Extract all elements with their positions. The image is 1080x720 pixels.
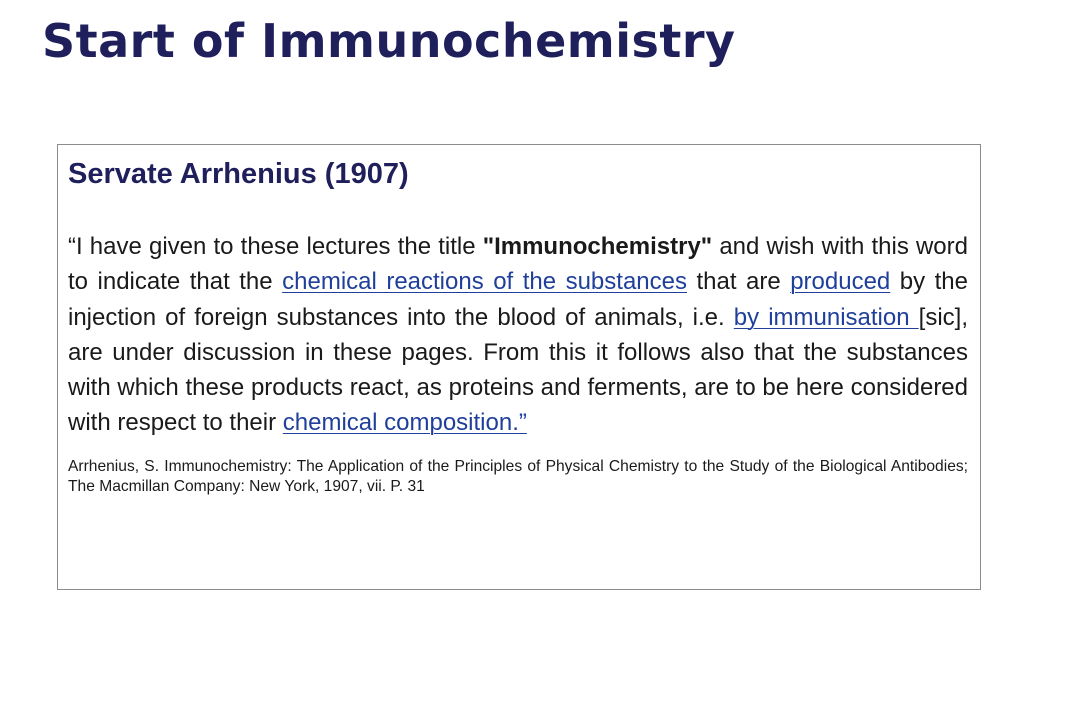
hyperlink-by-immunisation[interactable]: by immunisation (733, 303, 919, 331)
quote-bold-term: "Immunochemistry" (482, 233, 713, 260)
quote-text (68, 229, 968, 441)
quote-segment: “I have given to these lectures the title (68, 233, 483, 260)
quote-heading: Servate Arrhenius (1907) (68, 158, 409, 190)
citation: Arrhenius, S. Immunochemistry: The Application of the Principles of Physical Chemistry to the Study of the Biological Antibodies; The Macmillan Company: New York, 1907, vii. P. 31 (68, 457, 968, 495)
quote-segment: and wish with this word to indicate that the (68, 233, 968, 296)
hyperlink-produced[interactable]: produced (790, 268, 891, 296)
quote-segment: by the injection of foreign substances into the blood of animals, i.e. (68, 268, 968, 331)
hyperlink-chemical-composition[interactable]: chemical composition.” (282, 409, 527, 437)
quote-segment: [sic], are under discussion in these pages. From this it follows also that the substances with which these products react, as proteins and ferments, are to be here considered with respect to their (68, 303, 969, 437)
quote-box (57, 144, 981, 590)
hyperlink-chemical-reactions[interactable]: chemical reactions of the substances (282, 268, 687, 296)
quote-segment: that are (686, 268, 791, 296)
slide-title: Start of Immunochemistry (42, 14, 736, 68)
